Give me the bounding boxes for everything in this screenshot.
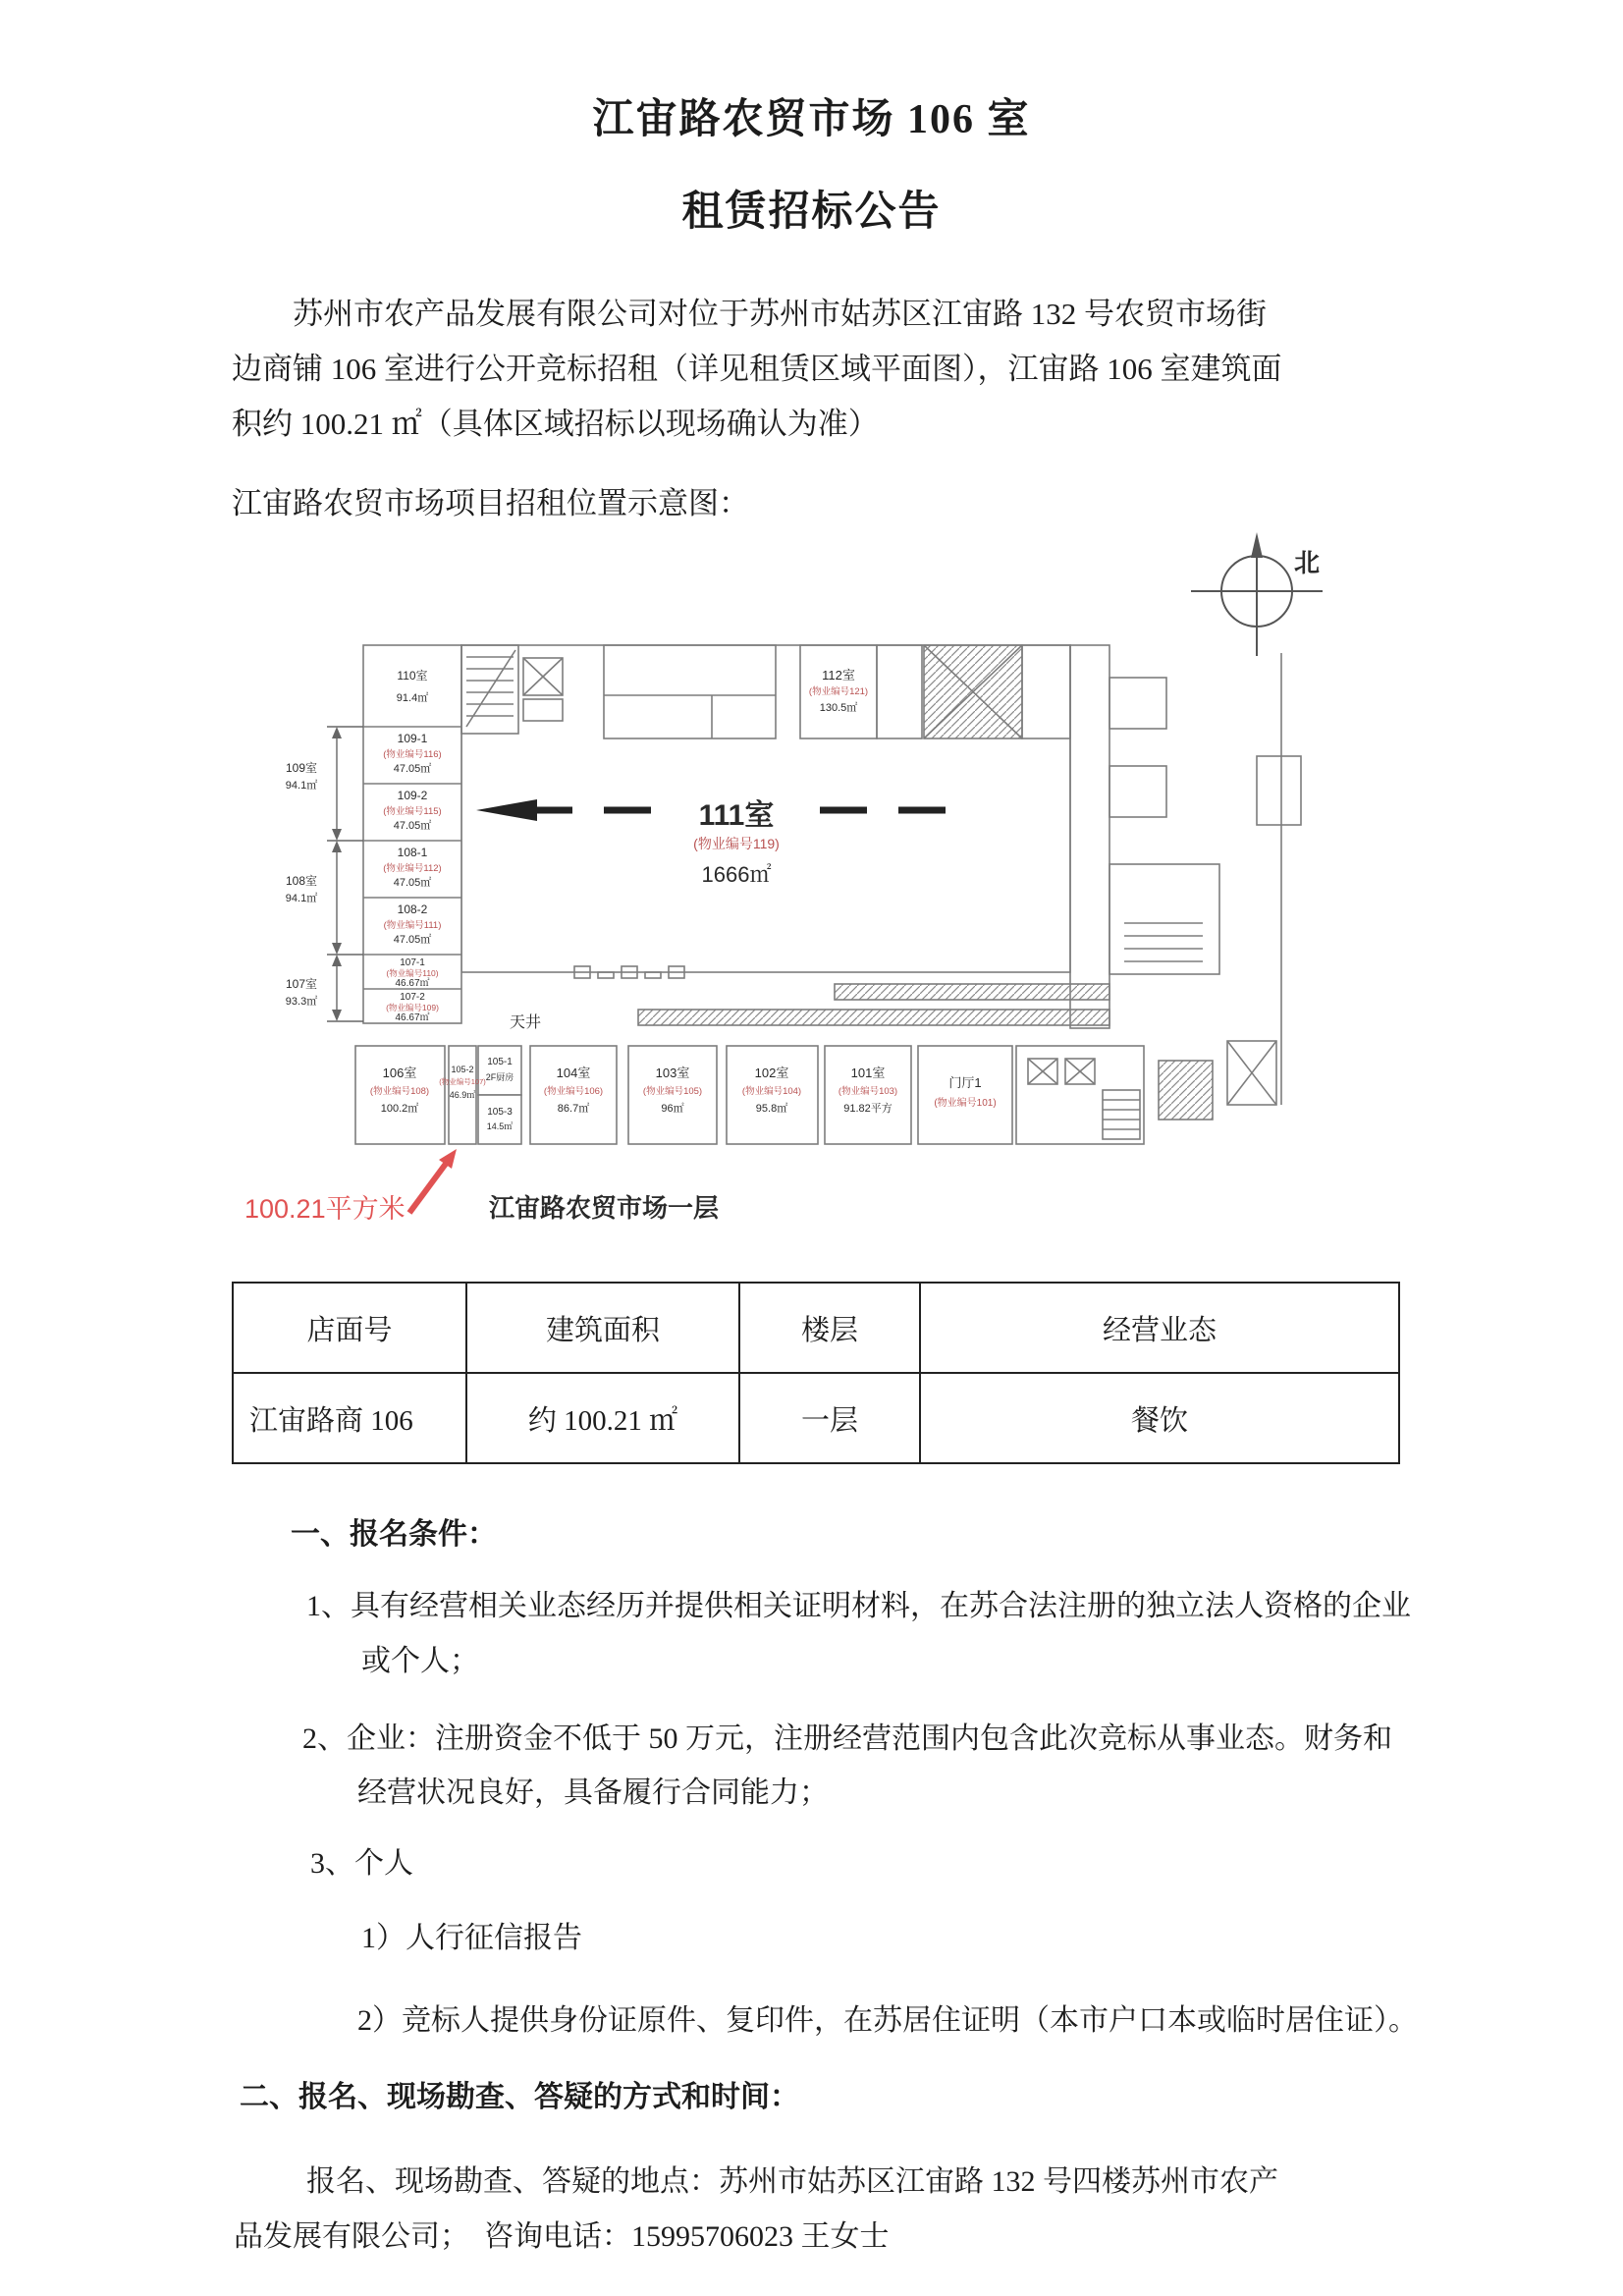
- svg-text:46.67㎡: 46.67㎡: [395, 978, 430, 989]
- floorplan-svg: [182, 530, 1389, 1247]
- header-shop-number: 店面号: [233, 1283, 466, 1373]
- svg-text:47.05㎡: 47.05㎡: [393, 763, 432, 775]
- svg-text:(物业编号119): (物业编号119): [693, 836, 780, 851]
- document-title-line2: 租赁招标公告: [681, 190, 942, 235]
- svg-text:(物业编号115): (物业编号115): [383, 806, 442, 817]
- svg-text:(物业编号107): (物业编号107): [439, 1077, 486, 1086]
- condition2-line1: 2、企业：注册资金不低于 50 万元，注册经营范围内包含此次竞标从事业态。财务和: [302, 1722, 1392, 1755]
- building-walls: [363, 645, 1301, 1105]
- svg-text:96㎡: 96㎡: [661, 1103, 684, 1115]
- highlight-annotation: [244, 1149, 719, 1224]
- svg-text:(物业编号104): (物业编号104): [741, 1086, 802, 1097]
- intro-line-2: 边商铺 106 室进行公开竞标招租（详见租赁区域平面图），江宙路 106 室建筑面: [232, 352, 1282, 386]
- svg-text:107-2: 107-2: [400, 992, 425, 1003]
- condition1-line2: 或个人；: [361, 1645, 479, 1677]
- svg-text:(物业编号111): (物业编号111): [383, 920, 442, 931]
- svg-text:107室: 107室: [285, 977, 318, 991]
- svg-text:101室: 101室: [850, 1066, 886, 1080]
- svg-text:(物业编号109): (物业编号109): [386, 1003, 439, 1012]
- svg-text:47.05㎡: 47.05㎡: [393, 877, 432, 889]
- svg-text:103室: 103室: [655, 1066, 690, 1080]
- table-row: [233, 1373, 1399, 1463]
- svg-text:(物业编号105): (物业编号105): [642, 1086, 703, 1097]
- condition1-line1: 1、具有经营相关业态经历并提供相关证明材料，在苏合法注册的独立法人资格的企业: [306, 1590, 1411, 1622]
- svg-text:14.5㎡: 14.5㎡: [486, 1121, 514, 1131]
- shop-info-table: [232, 1282, 1400, 1464]
- svg-text:109-2: 109-2: [397, 789, 428, 802]
- svg-text:108-2: 108-2: [397, 902, 428, 916]
- section2-heading: 二、报名、现场勘查、答疑的方式和时间：: [240, 2081, 799, 2113]
- floorplan-caption: 江宙路农贸市场一层: [488, 1193, 720, 1223]
- header-floor-area: 建筑面积: [466, 1283, 739, 1373]
- svg-text:100.2㎡: 100.2㎡: [380, 1103, 419, 1115]
- svg-text:94.1㎡: 94.1㎡: [285, 893, 318, 904]
- svg-text:105-1: 105-1: [487, 1057, 513, 1067]
- svg-text:108-1: 108-1: [397, 846, 428, 859]
- svg-text:95.8㎡: 95.8㎡: [755, 1103, 788, 1115]
- svg-text:102室: 102室: [754, 1066, 789, 1080]
- svg-text:111室: 111室: [698, 799, 775, 832]
- svg-text:天井: 天井: [509, 1014, 542, 1031]
- svg-text:91.4㎡: 91.4㎡: [396, 692, 429, 704]
- table-header-row: [233, 1283, 1399, 1373]
- intro-paragraph: [232, 287, 1410, 452]
- svg-text:86.7㎡: 86.7㎡: [557, 1103, 590, 1115]
- north-compass-icon: [1191, 532, 1323, 656]
- header-floor-level: 楼层: [739, 1283, 920, 1373]
- condition3-sub2: 2）竞标人提供身份证原件、复印件，在苏居住证明（本市户口本或临时居住证）。: [357, 2004, 1418, 2037]
- svg-text:(物业编号110): (物业编号110): [386, 968, 439, 978]
- condition3-sub1: 1）人行征信报告: [361, 1922, 582, 1954]
- svg-text:(物业编号106): (物业编号106): [543, 1086, 604, 1097]
- svg-text:130.5㎡: 130.5㎡: [819, 702, 858, 714]
- svg-text:105-3: 105-3: [487, 1107, 513, 1118]
- svg-text:(物业编号116): (物业编号116): [383, 749, 442, 760]
- cell-floor-area: 约 100.21 ㎡: [466, 1373, 739, 1463]
- svg-text:93.3㎡: 93.3㎡: [285, 996, 318, 1008]
- svg-text:(物业编号112): (物业编号112): [383, 863, 442, 874]
- svg-text:北: 北: [1294, 548, 1321, 577]
- svg-text:104室: 104室: [556, 1066, 591, 1080]
- svg-text:46.9㎡: 46.9㎡: [449, 1090, 476, 1100]
- svg-text:2F厨房: 2F厨房: [485, 1072, 514, 1082]
- dimension-lines: [327, 727, 363, 1021]
- svg-text:107-1: 107-1: [400, 957, 425, 968]
- diagram-label: 江宙路农贸市场项目招租位置示意图：: [232, 486, 749, 520]
- svg-text:110室: 110室: [397, 669, 428, 683]
- svg-text:(物业编号103): (物业编号103): [838, 1086, 898, 1097]
- intro-line-3: 积约 100.21 ㎡（具体区域招标以现场确认为准）: [232, 407, 879, 441]
- intro-line-1: 苏州市农产品发展有限公司对位于苏州市姑苏区江宙路 132 号农贸市场街: [293, 297, 1267, 331]
- svg-text:108室: 108室: [285, 874, 318, 888]
- svg-text:105-2: 105-2: [451, 1065, 474, 1074]
- cell-floor-level: 一层: [739, 1373, 920, 1463]
- svg-text:109-1: 109-1: [397, 732, 428, 745]
- header-business-type: 经营业态: [920, 1283, 1399, 1373]
- cell-shop-number: 江宙路商 106: [233, 1373, 466, 1463]
- svg-text:47.05㎡: 47.05㎡: [393, 820, 432, 832]
- svg-text:门厅1: 门厅1: [948, 1075, 982, 1090]
- svg-text:46.67㎡: 46.67㎡: [395, 1012, 430, 1023]
- contact-line2: 品发展有限公司； 咨询电话：15995706023 王女士: [234, 2220, 890, 2253]
- condition2-line2: 经营状况良好，具备履行合同能力；: [357, 1777, 829, 1809]
- svg-text:(物业编号108): (物业编号108): [369, 1086, 430, 1097]
- svg-text:91.82平方: 91.82平方: [843, 1103, 893, 1115]
- svg-text:47.05㎡: 47.05㎡: [393, 934, 432, 946]
- floorplan-diagram: [182, 530, 1389, 1247]
- svg-text:1666㎡: 1666㎡: [701, 862, 772, 887]
- svg-text:(物业编号121): (物业编号121): [808, 686, 869, 697]
- highlight-area-text: 100.21平方米: [244, 1194, 406, 1224]
- svg-text:94.1㎡: 94.1㎡: [285, 780, 318, 792]
- contact-line1: 报名、现场勘查、答疑的地点：苏州市姑苏区江宙路 132 号四楼苏州市农产: [306, 2165, 1278, 2198]
- svg-text:109室: 109室: [285, 761, 318, 775]
- section1-heading: 一、报名条件：: [291, 1518, 497, 1551]
- document-title-line1: 江宙路农贸市场 106 室: [592, 97, 1031, 142]
- condition3: 3、个人: [310, 1847, 413, 1880]
- svg-text:106室: 106室: [382, 1066, 417, 1080]
- cell-business-type: 餐饮: [920, 1373, 1399, 1463]
- svg-text:112室: 112室: [822, 668, 855, 683]
- dimension-labels: [286, 760, 317, 1008]
- svg-text:(物业编号101): (物业编号101): [934, 1098, 997, 1109]
